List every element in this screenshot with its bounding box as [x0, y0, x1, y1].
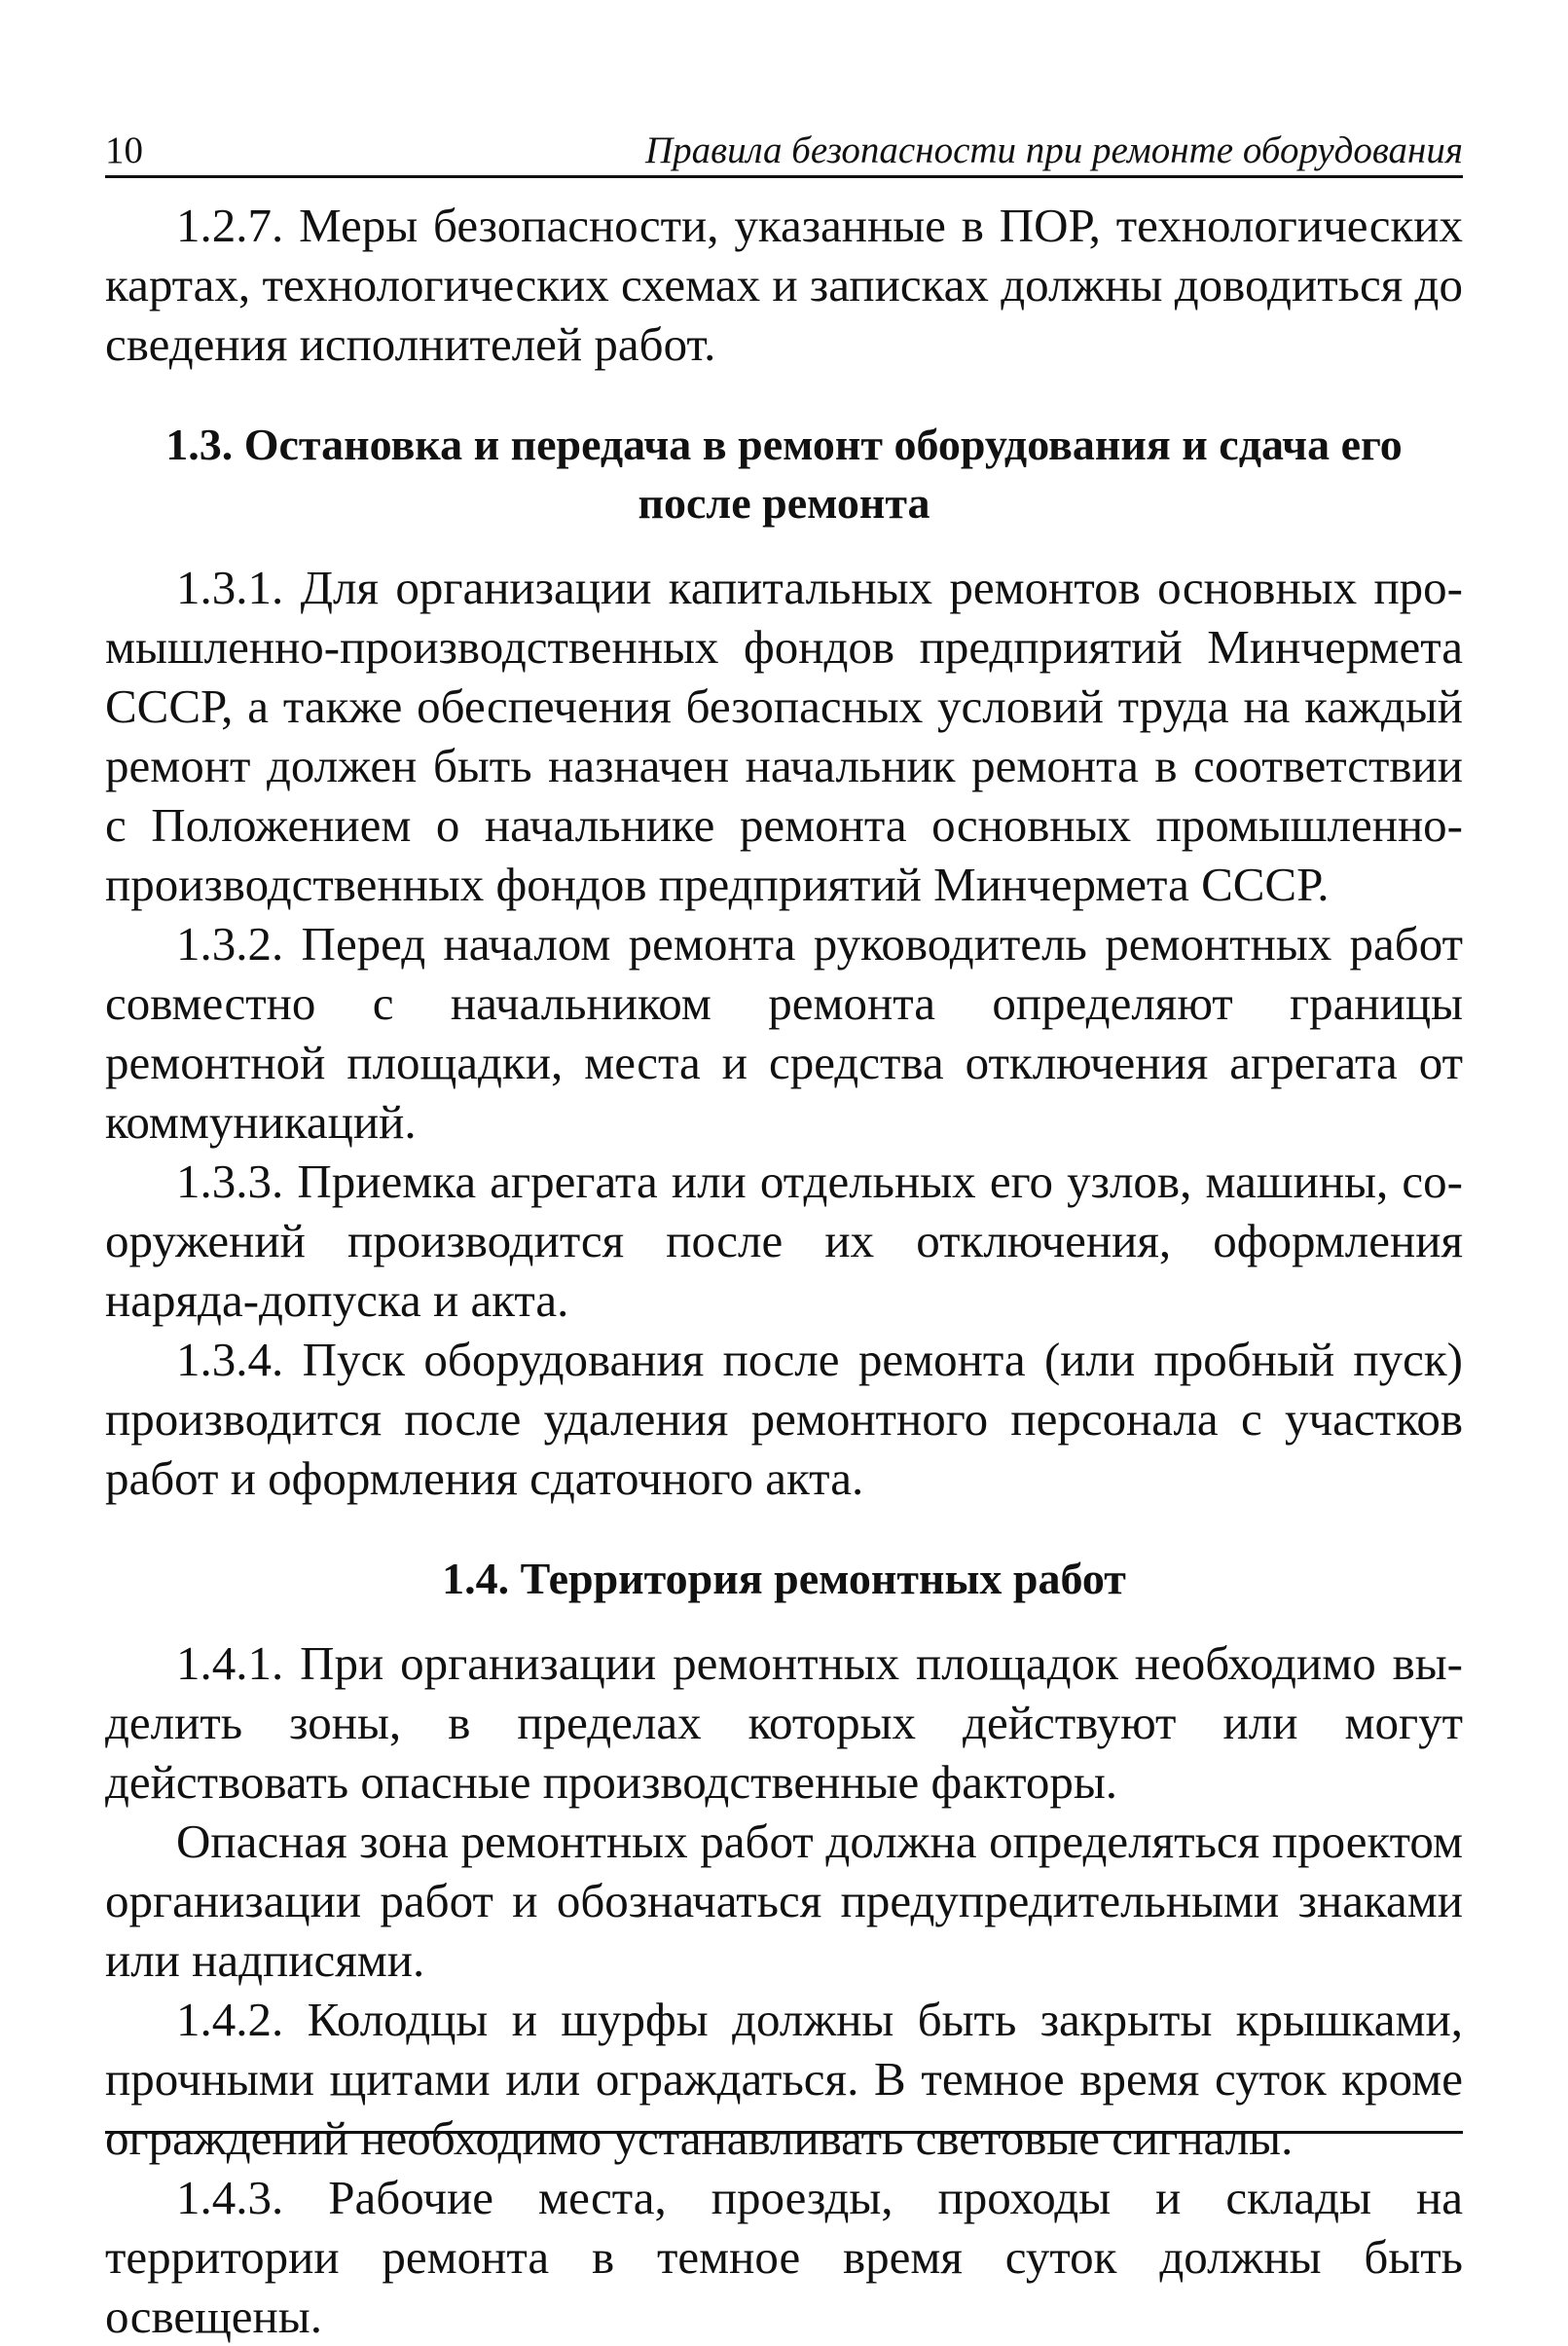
paragraph-1-2-7: 1.2.7. Меры безопасности, указанные в ПОР, технологических картах, технологических схемах и записках должны доводиться до сведения исполнителей работ. — [105, 199, 1463, 371]
paragraph-1-3-3: 1.3.3. Приемка агрегата или отдельных его узлов, машины, сооружений производится после их отключения, оформления наряда-допуска и акта. — [105, 1155, 1463, 1327]
running-title: Правила безопасности при ремонте оборудования — [644, 129, 1463, 171]
document-page — [105, 115, 1463, 2343]
running-header — [105, 115, 1463, 178]
paragraph-1-4-3: 1.4.3. Рабочие места, проезды, проходы и склады на территории ремонта в темное время суток должны быть освещены. — [105, 2171, 1463, 2343]
document-body — [105, 178, 1463, 2346]
page-number: 10 — [105, 129, 143, 171]
section-heading-1-3: 1.3. Остановка и передача в ремонт оборудования и сдача его после ремонта — [165, 420, 1403, 528]
paragraph-1-3-1: 1.3.1. Для организации капитальных ремонтов основных промышленно-производственных фондов предприятий Минчермета СССР, а также обеспечения безопасных условий труда на каждый ремонт должен быть назначен начальник ремонта в соответствии с Положением о начальнике ремонта основных промышленно-производственных фондов предприятий Минчермета СССР. — [105, 561, 1463, 911]
paragraph-1-4-2: 1.4.2. Колодцы и шурфы должны быть закрыты крышками, прочными щитами или ограждаться. В темное время суток кроме ограждений необходимо устанавливать световые сигналы. — [105, 1993, 1463, 2165]
paragraph-1-4-1: 1.4.1. При организации ремонтных площадок необходимо выделить зоны, в пределах которых действуют или могут действовать опасные производственные факторы. — [105, 1636, 1463, 1809]
paragraph-hazard-zone: Опасная зона ремонтных работ должна определяться проектом организации работ и обозначаться предупредительными знаками или надписями. — [105, 1814, 1463, 1987]
paragraph-1-3-4: 1.3.4. Пуск оборудования после ремонта (или пробный пуск) производится после удаления ремонтного персонала с участков работ и оформления сдаточного акта. — [105, 1333, 1463, 1505]
paragraph-1-3-2: 1.3.2. Перед началом ремонта руководитель ремонтных работ совместно с начальником ремонта определяют границы ремонтной площадки, места и средства отключения агрегата от коммуникаций. — [105, 917, 1463, 1149]
page-end-rule — [105, 2131, 1463, 2134]
section-heading-1-4: 1.4. Территория ремонтных работ — [442, 1554, 1126, 1603]
